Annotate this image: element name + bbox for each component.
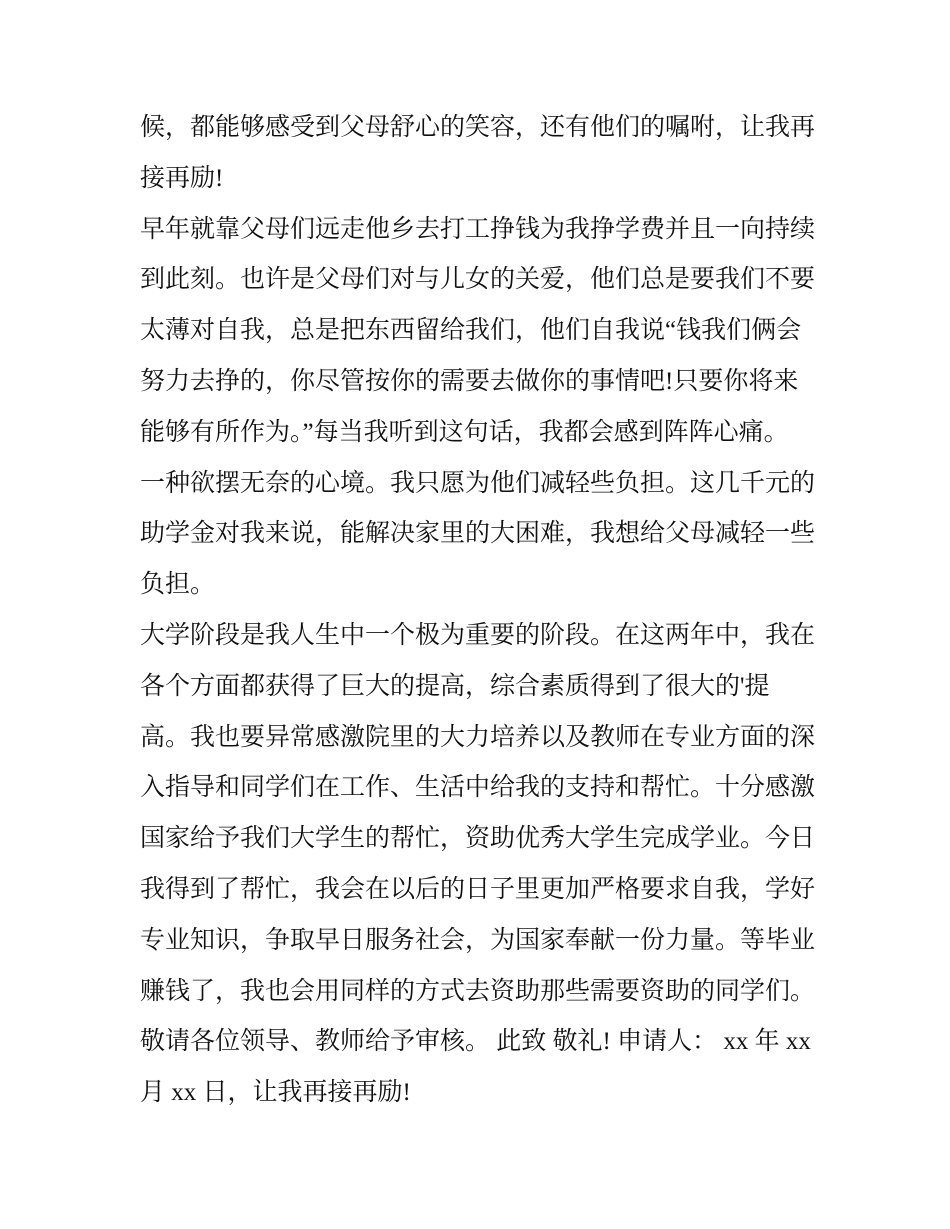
text-line: 助学金对我来说，能解决家里的大困难，我想给父母减轻一些	[140, 520, 816, 548]
text-line: 敬请各位领导、教师给予审核。 此致 敬礼! 申请人： xx 年 xx	[140, 1028, 811, 1056]
text-line: 能够有所作为。”每当我听到这句话，我都会感到阵阵心痛。	[140, 418, 789, 446]
text-line: 努力去挣的，你尽管按你的需要去做你的事情吧!只要你将来	[140, 367, 799, 395]
text-line: 国家给予我们大学生的帮忙，资助优秀大学生完成学业。今日	[140, 825, 816, 853]
document-body	[140, 103, 840, 1119]
text-line: 高。我也要异常感激院里的大力培养以及教师在专业方面的深	[140, 723, 816, 751]
text-line: 负担。	[140, 571, 216, 599]
text-line: 早年就靠父母们远走他乡去打工挣钱为我挣学费并且一向持续	[140, 215, 816, 243]
text-line: 太薄对自我，总是把东西留给我们，他们自我说“钱我们俩会	[140, 317, 802, 345]
text-line: 我得到了帮忙，我会在以后的日子里更加严格要求自我，学好	[140, 875, 816, 903]
text-line: 专业知识，争取早日服务社会，为国家奉献一份力量。等毕业	[140, 926, 816, 954]
text-line: 月 xx 日，让我再接再励!	[140, 1079, 411, 1107]
text-line: 赚钱了，我也会用同样的方式去资助那些需要资助的同学们。	[140, 977, 816, 1005]
text-line: 大学阶段是我人生中一个极为重要的阶段。在这两年中，我在	[140, 621, 816, 649]
text-line: 到此刻。也许是父母们对与儿女的关爱，他们总是要我们不要	[140, 266, 816, 294]
text-line: 各个方面都获得了巨大的提高，综合素质得到了很大的'提	[140, 672, 770, 700]
text-line: 一种欲摆无奈的心境。我只愿为他们减轻些负担。这几千元的	[140, 469, 816, 497]
text-line: 入指导和同学们在工作、生活中给我的支持和帮忙。十分感激	[140, 774, 816, 802]
text-line: 候，都能够感受到父母舒心的笑容，还有他们的嘱咐，让我再	[140, 114, 816, 141]
text-line: 接再励!	[140, 164, 224, 192]
